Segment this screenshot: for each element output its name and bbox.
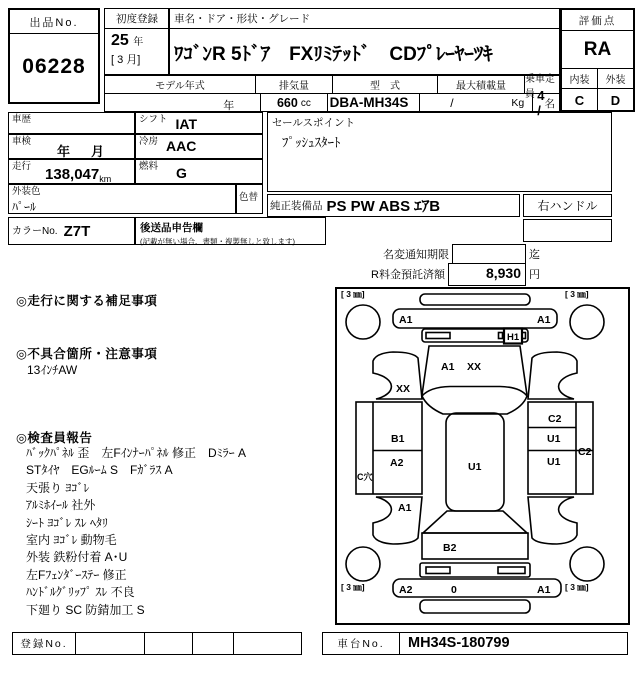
sales-point-box	[267, 112, 612, 192]
capacity-value	[533, 88, 559, 118]
cowl-tick-left	[499, 333, 503, 339]
roof-mark: U1	[468, 461, 482, 473]
inspector-report-line: 室内 ﾖｺﾞﾚ 動物毛	[26, 533, 117, 548]
mileage-cell	[8, 159, 135, 184]
inspector-report-line: 左Fﾌｪﾝﾀﾞｰｽﾃｰ 修正	[26, 567, 127, 582]
right-sill-mark: C2	[578, 446, 592, 458]
right-top-mark: C2	[548, 413, 562, 425]
trim-labels-row	[562, 69, 633, 89]
equipment-cell	[267, 194, 520, 217]
chassis-no-label: 車台No.	[323, 633, 400, 654]
defect-item: 13ｲﾝﾁAW	[27, 363, 78, 377]
displacement-unit: cc	[300, 97, 311, 109]
driving-notes-label: ◎走行に関する補足事項	[16, 294, 158, 308]
cowl-mark: H1	[507, 332, 520, 343]
displacement-number: 660	[276, 96, 298, 110]
exterior-label: 外装	[605, 75, 626, 86]
shift-label: シフト	[139, 114, 168, 125]
exterior-score: D	[610, 93, 621, 108]
equipment-label: 純正装備品	[270, 200, 323, 212]
inspector-report-line: ｱﾙﾐﾎｲｰﾙ 社外	[26, 498, 96, 513]
first-reg-month: [ 3 月]	[111, 54, 141, 66]
inspector-report-line: 天張り ﾖｺﾞﾚ	[26, 480, 90, 495]
model-year-value: 年	[105, 94, 261, 112]
displacement-label: 排気量	[256, 76, 333, 93]
later-items-note: (記載が無い場合、書類・複製無しと致します)	[140, 237, 295, 246]
inspector-report-line: ﾊﾞｯｸﾊﾟﾈﾙ 歪 左Fｲﾝﾅｰﾊﾟﾈﾙ 修正 Dﾐﾗｰ A	[26, 446, 247, 460]
tire-mark-front-left: [ 3 ㎜]	[341, 289, 365, 299]
inspector-report-line: 外装 鉄粉付着 A･U	[26, 550, 128, 565]
auction-no-box	[8, 8, 100, 104]
reg-no-cell	[193, 633, 234, 654]
body-color-label: 外装色	[12, 186, 41, 197]
inspection-value: 年 月	[57, 144, 109, 159]
right-door-rear-mark: U1	[547, 456, 561, 468]
damage-diagram	[335, 287, 630, 625]
recycle-box: 8,930	[448, 263, 526, 286]
first-reg-box	[104, 8, 170, 75]
sales-point-label: セールスポイント	[272, 117, 356, 129]
rear-right-wheel	[570, 547, 604, 581]
max-load-slash: /	[450, 96, 454, 110]
score-value: RA	[562, 31, 633, 69]
fuel-value: G	[176, 165, 187, 181]
interior-label: 内装	[562, 69, 598, 88]
name-change-suffix: 迄	[529, 249, 540, 261]
color-change-cell	[236, 184, 263, 214]
auction-no-label: 出品No.	[10, 10, 98, 34]
reg-no-cell	[234, 633, 301, 654]
interior-score: C	[562, 89, 598, 112]
front-bumper	[393, 309, 557, 328]
history-label: 車歴	[12, 114, 32, 125]
inspector-report-line: 下廻り SC 防錆加工 S	[26, 602, 145, 617]
ac-label: 冷房	[139, 136, 159, 147]
rear-window	[423, 511, 527, 533]
later-items-label: 後送品申告欄	[140, 222, 203, 234]
left-door-rear-mark: A2	[390, 457, 404, 469]
rear-right-fender	[528, 497, 577, 544]
windshield	[422, 387, 527, 415]
defects-label: ◎不具合箇所・注意事項	[16, 347, 158, 361]
history-cell	[8, 112, 135, 134]
left-sill-mark: C穴	[357, 472, 373, 482]
score-box	[560, 8, 635, 112]
rear-bumper-lower	[420, 600, 530, 613]
front-right-wheel	[570, 305, 604, 339]
recycle-row	[340, 264, 540, 284]
tire-mark-front-right: [ 3 ㎜]	[565, 289, 589, 299]
vehicle-name-box	[168, 8, 560, 75]
name-change-box	[452, 244, 526, 264]
model-code-value: DBA-MH34S	[328, 94, 421, 112]
spec-labels-row	[105, 73, 559, 100]
displacement-value	[261, 94, 327, 112]
left-door-front-mark: B1	[391, 433, 405, 445]
front-bumper-right-mark: A1	[537, 314, 551, 326]
mileage-value: 138,047	[45, 166, 100, 183]
vehicle-name-value: ﾜｺﾞﾝR 5ﾄﾞｱ FXﾘﾐﾃｯﾄﾞ CDﾌﾟﾚｰﾔｰﾂｷ	[174, 44, 493, 65]
recycle-suffix: 円	[529, 269, 540, 281]
left-quarter-mark: A1	[398, 502, 412, 514]
fuel-label: 燃料	[139, 161, 159, 172]
max-load-unit: Kg	[511, 97, 525, 109]
handle-empty-cell	[523, 219, 612, 242]
rear-left-wheel	[346, 547, 380, 581]
color-no-cell	[8, 217, 135, 245]
color-change-label: 色替	[239, 192, 259, 203]
shift-cell	[135, 112, 263, 134]
ac-cell	[135, 134, 263, 159]
rear-light-right	[498, 567, 525, 574]
capacity-number: 4 /	[537, 88, 545, 118]
rear-gate-panel	[422, 533, 528, 559]
recycle-label: R料金預託済額	[371, 269, 445, 281]
reg-no-box	[12, 632, 302, 655]
ac-value: AAC	[166, 138, 197, 154]
rear-bumper-right-mark: A1	[537, 584, 551, 596]
color-no-label: カラーNo.	[12, 226, 58, 237]
hood-mark-2: XX	[467, 361, 482, 373]
max-load-value	[420, 94, 533, 112]
tire-mark-rear-left: [ 3 ㎜]	[341, 582, 365, 592]
model-code-label: 型 式	[333, 76, 438, 93]
first-reg-year-unit: 年	[133, 37, 144, 48]
first-reg-year: 25	[111, 32, 129, 49]
mileage-label: 走行	[12, 161, 32, 172]
chassis-no-value: MH34S-180799	[408, 635, 510, 651]
first-reg-label: 初度登録	[105, 9, 169, 29]
name-change-row	[340, 245, 540, 263]
inspector-report-line: ｼｰﾄ ﾖｺﾞﾚ ｽﾚ ﾍﾀﾘ	[26, 515, 109, 530]
mileage-unit: km	[99, 174, 112, 184]
chassis-no-box	[322, 632, 628, 655]
max-load-label: 最大積載量	[438, 76, 525, 93]
inspector-label: ◎検査員報告	[16, 431, 93, 445]
rear-light-left	[426, 567, 450, 574]
reg-no-cell	[145, 633, 193, 654]
trim-scores-row	[562, 89, 633, 112]
fuel-cell	[135, 159, 263, 184]
model-year-label: モデル年式	[105, 76, 256, 93]
handle-cell: 右ハンドル	[523, 194, 612, 217]
first-reg-value	[105, 29, 169, 67]
spec-values-row	[105, 88, 559, 118]
later-items-cell	[135, 217, 326, 245]
front-bumper-left-mark: A1	[399, 314, 413, 326]
inspector-report-line: STﾀｲﾔ EGﾙｰﾑ S Fｶﾞﾗｽ A	[26, 463, 173, 478]
body-color-value: ﾊﾟｰﾙ	[12, 199, 37, 214]
hood-mark-1: A1	[441, 361, 455, 373]
vehicle-name-label: 車名・ドア・形状・グレード	[169, 9, 559, 29]
auction-no-value: 06228	[22, 55, 86, 78]
front-bumper-top	[420, 294, 530, 305]
right-door-front-mark: U1	[547, 433, 561, 445]
rear-bumper-center-mark: 0	[451, 584, 457, 596]
rear-bumper-left-mark: A2	[399, 584, 413, 596]
body-color-cell	[8, 184, 236, 214]
inspection-label: 車検	[12, 136, 32, 147]
cowl-vent	[426, 333, 450, 339]
reg-no-label: 登録No.	[13, 633, 76, 654]
inspection-cell	[8, 134, 135, 159]
inspector-report-line: ﾊﾝﾄﾞﾙｸﾞﾘｯﾌﾟ ｽﾚ 不良	[26, 585, 135, 600]
sales-point-value: ﾌﾟｯｼｭｽﾀｰﾄ	[282, 135, 341, 150]
capacity-label: 乗車定員	[525, 73, 555, 100]
name-change-label: 名変通知期限	[383, 249, 449, 261]
tire-mark-rear-right: [ 3 ㎜]	[565, 582, 589, 592]
front-left-wheel	[346, 305, 380, 339]
rear-bumper	[393, 579, 561, 597]
left-fender-mark: XX	[396, 383, 411, 395]
rear-gate-mark: B2	[443, 542, 457, 554]
reg-no-cell	[76, 633, 145, 654]
shift-value: IAT	[175, 116, 198, 132]
spec-band	[104, 73, 560, 118]
inspector-report-list	[26, 445, 336, 619]
rear-light-bar	[420, 563, 530, 577]
capacity-unit: 名	[544, 97, 555, 110]
equipment-value: PS PW ABS ｴｱB	[326, 198, 441, 215]
color-no-value: Z7T	[63, 223, 91, 240]
score-label: 評価点	[562, 10, 633, 31]
front-right-fender	[528, 352, 577, 399]
